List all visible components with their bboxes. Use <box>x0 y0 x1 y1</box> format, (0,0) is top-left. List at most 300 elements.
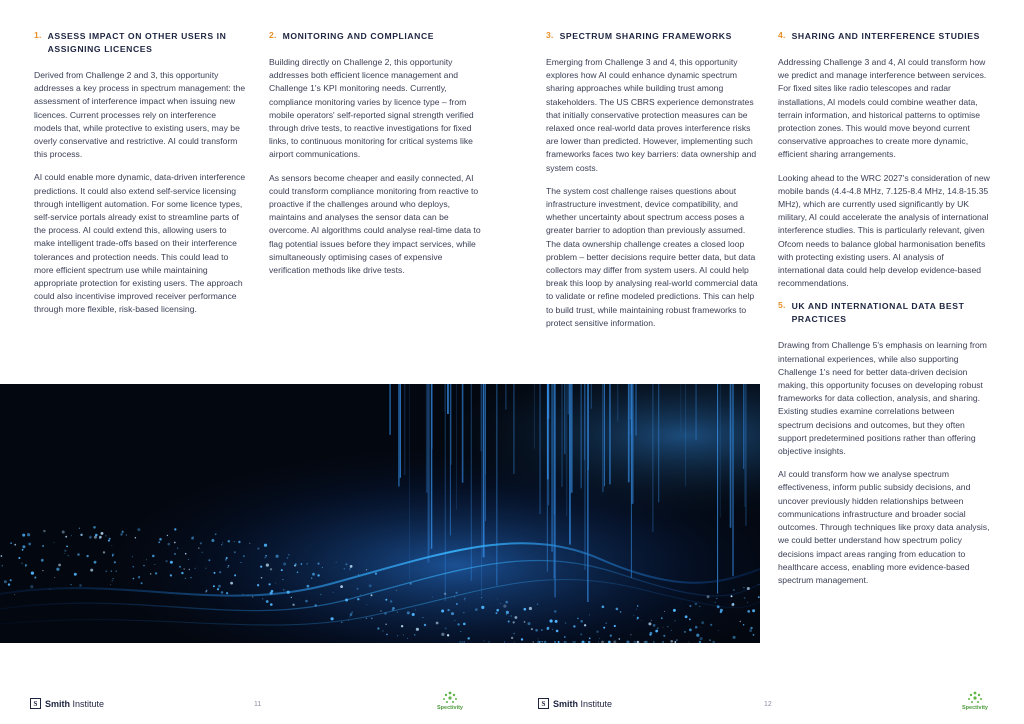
light-particle <box>345 599 348 602</box>
light-particle <box>366 569 367 570</box>
light-particle <box>265 557 267 559</box>
light-particle <box>380 610 381 611</box>
light-particle <box>14 594 15 595</box>
light-particle <box>671 630 672 631</box>
light-particle <box>397 635 398 636</box>
light-particle <box>564 641 565 642</box>
light-particle <box>538 638 539 639</box>
light-particle <box>415 609 416 610</box>
light-particle <box>114 561 116 563</box>
light-streak <box>534 384 535 449</box>
light-streak <box>547 384 549 419</box>
light-particle <box>146 559 147 560</box>
light-particle <box>377 627 379 629</box>
light-particle <box>143 565 144 566</box>
light-particle <box>386 624 387 625</box>
light-streak <box>496 384 497 586</box>
light-particle <box>206 591 207 592</box>
light-particle <box>720 611 722 613</box>
section-4-heading <box>778 30 990 43</box>
light-particle <box>637 619 638 620</box>
light-particle <box>554 641 556 643</box>
light-particle <box>371 618 373 620</box>
light-particle <box>135 537 136 538</box>
light-particle <box>170 574 172 576</box>
light-particle <box>614 625 616 627</box>
light-particle <box>459 641 460 642</box>
light-particle <box>633 615 634 616</box>
section-title: SPECTRUM SHARING FRAMEWORKS <box>559 31 732 41</box>
light-particle <box>154 564 155 565</box>
light-particle <box>577 618 579 620</box>
light-particle <box>181 572 183 574</box>
light-particle <box>454 597 455 598</box>
logo-wordmark: Smith Institute <box>553 698 613 709</box>
light-particle <box>602 606 605 609</box>
light-particle <box>105 570 107 572</box>
light-particle <box>654 641 655 642</box>
section-title: MONITORING AND COMPLIANCE <box>282 31 435 41</box>
light-particle <box>750 627 752 629</box>
light-particle <box>54 542 55 543</box>
light-particle <box>306 563 308 565</box>
light-particle <box>619 638 620 639</box>
light-particle <box>64 550 66 552</box>
light-particle <box>444 593 446 595</box>
light-particle <box>241 562 242 563</box>
light-streak <box>658 384 659 502</box>
light-particle <box>664 611 665 612</box>
light-particle <box>396 590 397 591</box>
light-particle <box>441 633 444 636</box>
light-particle <box>2 565 4 567</box>
light-streak <box>717 384 718 594</box>
light-particle <box>674 620 675 621</box>
light-particle <box>18 557 20 559</box>
light-particle <box>351 612 353 614</box>
light-particle <box>174 528 176 530</box>
light-particle <box>266 600 269 603</box>
light-particle <box>410 583 412 585</box>
light-particle <box>238 541 240 543</box>
light-particle <box>589 614 590 615</box>
light-particle <box>247 595 248 596</box>
page-number: 12 <box>764 701 772 708</box>
light-particle <box>656 631 657 632</box>
light-particle <box>747 587 750 590</box>
light-particle <box>707 595 710 598</box>
light-particle <box>731 603 734 606</box>
light-particle <box>590 642 591 643</box>
light-particle <box>580 620 583 623</box>
light-particle <box>331 617 334 620</box>
light-particle <box>369 584 372 587</box>
light-particle <box>93 526 96 529</box>
light-particle <box>174 553 176 555</box>
light-particle <box>753 634 755 636</box>
light-particle <box>483 640 484 641</box>
light-particle <box>54 577 55 578</box>
light-particle <box>685 615 688 618</box>
light-particle <box>636 609 637 610</box>
light-particle <box>228 540 230 542</box>
light-particle <box>121 534 123 536</box>
light-particle <box>265 555 267 557</box>
light-particle <box>554 610 557 613</box>
light-particle <box>307 585 310 588</box>
light-particle <box>598 642 599 643</box>
light-streak <box>398 384 400 487</box>
light-particle <box>50 589 51 590</box>
light-particle <box>358 574 359 575</box>
light-particle <box>22 534 25 537</box>
light-particle <box>276 555 279 558</box>
light-streak <box>506 384 507 410</box>
light-particle <box>547 628 549 630</box>
light-particle <box>141 582 143 584</box>
light-particle <box>674 641 676 643</box>
light-particle <box>709 639 711 641</box>
light-particle <box>266 564 269 567</box>
light-particle <box>215 533 217 535</box>
light-particle <box>252 596 254 598</box>
smith-institute-logo <box>30 698 104 709</box>
light-particle <box>447 609 449 611</box>
light-particle <box>56 568 59 571</box>
light-streak <box>451 384 452 465</box>
light-particle <box>174 542 176 544</box>
light-particle <box>35 577 36 578</box>
light-particle <box>367 604 368 605</box>
light-particle <box>749 629 752 632</box>
light-particle <box>357 588 359 590</box>
light-particle <box>667 626 668 627</box>
light-particle <box>159 538 162 541</box>
light-particle <box>605 642 606 643</box>
light-particle <box>249 543 250 544</box>
light-streak <box>552 384 553 552</box>
light-particle <box>403 635 404 636</box>
light-particle <box>574 641 576 643</box>
light-particle <box>270 603 273 606</box>
light-particle <box>407 611 410 614</box>
light-particle <box>489 642 490 643</box>
light-particle <box>177 548 178 549</box>
light-particle <box>14 544 16 546</box>
light-particle <box>556 630 559 633</box>
light-particle <box>436 622 439 625</box>
light-particle <box>731 595 733 597</box>
light-particle <box>537 604 538 605</box>
smith-institute-logo <box>538 698 612 709</box>
section-4 <box>778 30 990 597</box>
light-particle <box>65 536 67 538</box>
light-particle <box>257 584 259 586</box>
light-particle <box>384 612 386 614</box>
light-streak <box>571 384 573 493</box>
light-particle <box>185 553 187 555</box>
light-particle <box>62 531 65 534</box>
light-particle <box>42 545 44 547</box>
light-particle <box>599 638 600 639</box>
light-particle <box>79 528 80 529</box>
light-particle <box>565 641 567 643</box>
light-particle <box>341 622 342 623</box>
light-streak <box>745 384 746 507</box>
paragraph: Looking ahead to the WRC 2027's consideration of new mobile bands (4.4-4.8 MHz, 7.125-8.4 MHz, 14.8-15.35 MHz), which are currently used significantly by UK military, AI could accelerate the analysis of international interference studies. This is particularly relevant, given Ofcom needs to balance global harmonisation benefits with protecting existing users. AI analysis of international data could help develop evidence-based recommendations. <box>778 172 990 289</box>
light-particle <box>464 641 465 642</box>
light-particle <box>637 605 639 607</box>
light-streak <box>568 384 569 414</box>
light-particle <box>584 624 586 626</box>
logo-mark-icon: S <box>30 698 41 709</box>
light-particle <box>94 561 97 564</box>
light-particle <box>475 608 478 611</box>
light-particle <box>441 610 444 613</box>
light-particle <box>79 584 82 587</box>
light-particle <box>508 621 510 623</box>
light-particle <box>695 603 698 606</box>
light-particle <box>234 574 236 576</box>
light-particle <box>689 619 691 621</box>
light-particle <box>90 569 93 572</box>
light-particle <box>584 641 585 642</box>
light-particle <box>94 536 97 539</box>
light-particle <box>552 629 553 630</box>
light-streak <box>581 384 582 488</box>
light-particle <box>167 535 168 536</box>
light-particle <box>641 620 642 621</box>
light-particle <box>371 594 373 596</box>
spectivity-logo <box>962 690 988 711</box>
light-particle <box>4 580 7 583</box>
light-particle <box>322 567 323 568</box>
light-particle <box>500 603 501 604</box>
light-particle <box>198 547 199 548</box>
light-particle <box>580 633 582 635</box>
light-particle <box>291 597 292 598</box>
light-particle <box>460 631 461 632</box>
light-particle <box>68 555 69 556</box>
light-streak <box>745 384 746 526</box>
light-particle <box>287 591 290 594</box>
hero-image <box>0 384 760 643</box>
light-particle <box>463 612 464 613</box>
light-particle <box>132 556 133 557</box>
light-particle <box>281 569 283 571</box>
light-particle <box>188 559 189 560</box>
light-particle <box>287 557 289 559</box>
light-particle <box>270 568 272 570</box>
light-streak <box>481 384 482 595</box>
light-particle <box>689 629 692 632</box>
light-particle <box>234 541 235 542</box>
light-particle <box>138 576 140 578</box>
light-particle <box>282 579 283 580</box>
light-particle <box>71 535 72 536</box>
light-particle <box>513 621 515 623</box>
light-particle <box>528 622 531 625</box>
light-particle <box>257 547 259 549</box>
light-particle <box>202 552 203 553</box>
spectivity-icon <box>965 690 985 706</box>
light-particle <box>370 597 371 598</box>
light-particle <box>533 641 534 642</box>
light-particle <box>116 571 117 572</box>
light-streak <box>685 384 686 486</box>
light-particle <box>350 565 353 568</box>
light-particle <box>111 545 112 546</box>
light-particle <box>42 570 43 571</box>
light-particle <box>221 544 222 545</box>
light-particle <box>108 540 110 542</box>
light-particle <box>66 546 68 548</box>
light-particle <box>506 611 509 614</box>
light-particle <box>103 551 105 553</box>
light-particle <box>670 640 673 643</box>
light-particle <box>366 618 367 619</box>
section-3 <box>546 30 758 340</box>
light-particle <box>740 621 741 622</box>
light-streak <box>389 384 391 435</box>
light-streak <box>428 384 430 550</box>
light-particle <box>451 612 454 615</box>
light-particle <box>242 594 243 595</box>
light-particle <box>158 541 160 543</box>
light-particle <box>401 625 403 627</box>
spectivity-label: Spectivity <box>962 705 988 711</box>
light-particle <box>464 599 465 600</box>
light-particle <box>283 589 285 591</box>
light-particle <box>550 619 553 622</box>
light-particle <box>206 568 207 569</box>
light-particle <box>349 568 351 570</box>
light-particle <box>218 585 221 588</box>
light-particle <box>1 555 3 557</box>
light-particle <box>744 597 746 599</box>
light-streak <box>553 384 555 515</box>
light-particle <box>716 598 718 600</box>
light-streak <box>696 384 697 440</box>
light-particle <box>10 579 12 581</box>
light-particle <box>349 616 350 617</box>
light-particle <box>630 634 631 635</box>
section-number: 5. <box>778 300 786 311</box>
light-streak <box>447 384 449 414</box>
light-streak <box>409 384 410 580</box>
light-particle <box>28 543 31 546</box>
light-particle <box>539 641 541 643</box>
light-particle <box>58 564 61 567</box>
light-particle <box>225 559 227 561</box>
light-particle <box>21 563 23 565</box>
light-particle <box>432 597 433 598</box>
light-particle <box>456 592 458 594</box>
light-particle <box>350 613 353 616</box>
light-particle <box>513 633 514 634</box>
light-particle <box>25 566 26 567</box>
section-number: 3. <box>546 30 554 40</box>
light-particle <box>344 568 345 569</box>
paragraph: As sensors become cheaper and easily connected, AI could transform compliance monitoring from reactive to proactive if the challenges around who deploys, maintains and analyses the sensor data can be overcome. AI algorithms could analyse real-time data to flag potential issues before they impact services, while simultaneously optimising cases of expensive verification methods like drive tests. <box>269 172 481 276</box>
light-particle <box>43 530 46 533</box>
light-particle <box>81 534 83 536</box>
light-particle <box>505 601 508 604</box>
light-streak <box>628 384 630 482</box>
section-number: 4. <box>778 30 786 40</box>
light-particle <box>30 585 33 588</box>
light-particle <box>301 563 303 565</box>
light-streak <box>404 384 405 475</box>
light-particle <box>211 539 214 542</box>
light-particle <box>133 578 135 580</box>
light-particle <box>463 623 466 626</box>
light-particle <box>701 621 704 624</box>
light-particle <box>531 628 533 630</box>
light-particle <box>521 638 523 640</box>
light-particle <box>456 603 458 605</box>
light-particle <box>219 571 221 573</box>
light-particle <box>111 571 112 572</box>
light-particle <box>292 604 294 606</box>
light-streak <box>462 384 464 483</box>
light-particle <box>74 573 77 576</box>
light-streak <box>635 384 636 436</box>
light-particle <box>221 591 224 594</box>
light-particle <box>555 620 558 623</box>
light-particle <box>695 626 698 629</box>
light-particle <box>710 624 712 626</box>
light-particle <box>10 542 12 544</box>
paragraph: Derived from Challenge 2 and 3, this opportunity addresses a key process in spectrum management: the assessment of interference impact when issuing new licences. Current processes rely on interference models that, while protective to existing users, may be overly conservative and restrictive. AI could transform this process. <box>34 70 246 160</box>
light-particle <box>217 588 219 590</box>
light-particle <box>700 637 703 640</box>
light-particle <box>688 642 689 643</box>
light-particle <box>382 630 383 631</box>
light-particle <box>165 560 167 562</box>
light-particle <box>733 636 736 639</box>
light-particle <box>191 537 194 540</box>
light-streak <box>630 384 632 435</box>
light-particle <box>315 604 317 606</box>
section-2 <box>269 30 481 287</box>
light-particle <box>481 606 484 609</box>
light-particle <box>651 620 652 621</box>
light-particle <box>673 609 676 612</box>
light-particle <box>155 572 157 574</box>
light-particle <box>31 572 34 575</box>
light-particle <box>496 609 499 612</box>
light-particle <box>701 627 702 628</box>
light-particle <box>657 627 659 629</box>
light-particle <box>183 568 185 570</box>
light-particle <box>113 578 114 579</box>
light-particle <box>718 630 719 631</box>
light-streak <box>539 384 541 514</box>
light-particle <box>275 583 276 584</box>
light-particle <box>468 637 470 639</box>
light-particle <box>663 627 664 628</box>
light-streak <box>471 384 472 581</box>
light-particle <box>564 636 566 638</box>
light-particle <box>260 566 262 568</box>
spectivity-icon <box>440 690 460 706</box>
light-particle <box>261 577 263 579</box>
section-5-heading <box>778 300 990 326</box>
light-streak <box>609 384 611 484</box>
light-particle <box>357 598 359 600</box>
light-particle <box>558 641 560 643</box>
